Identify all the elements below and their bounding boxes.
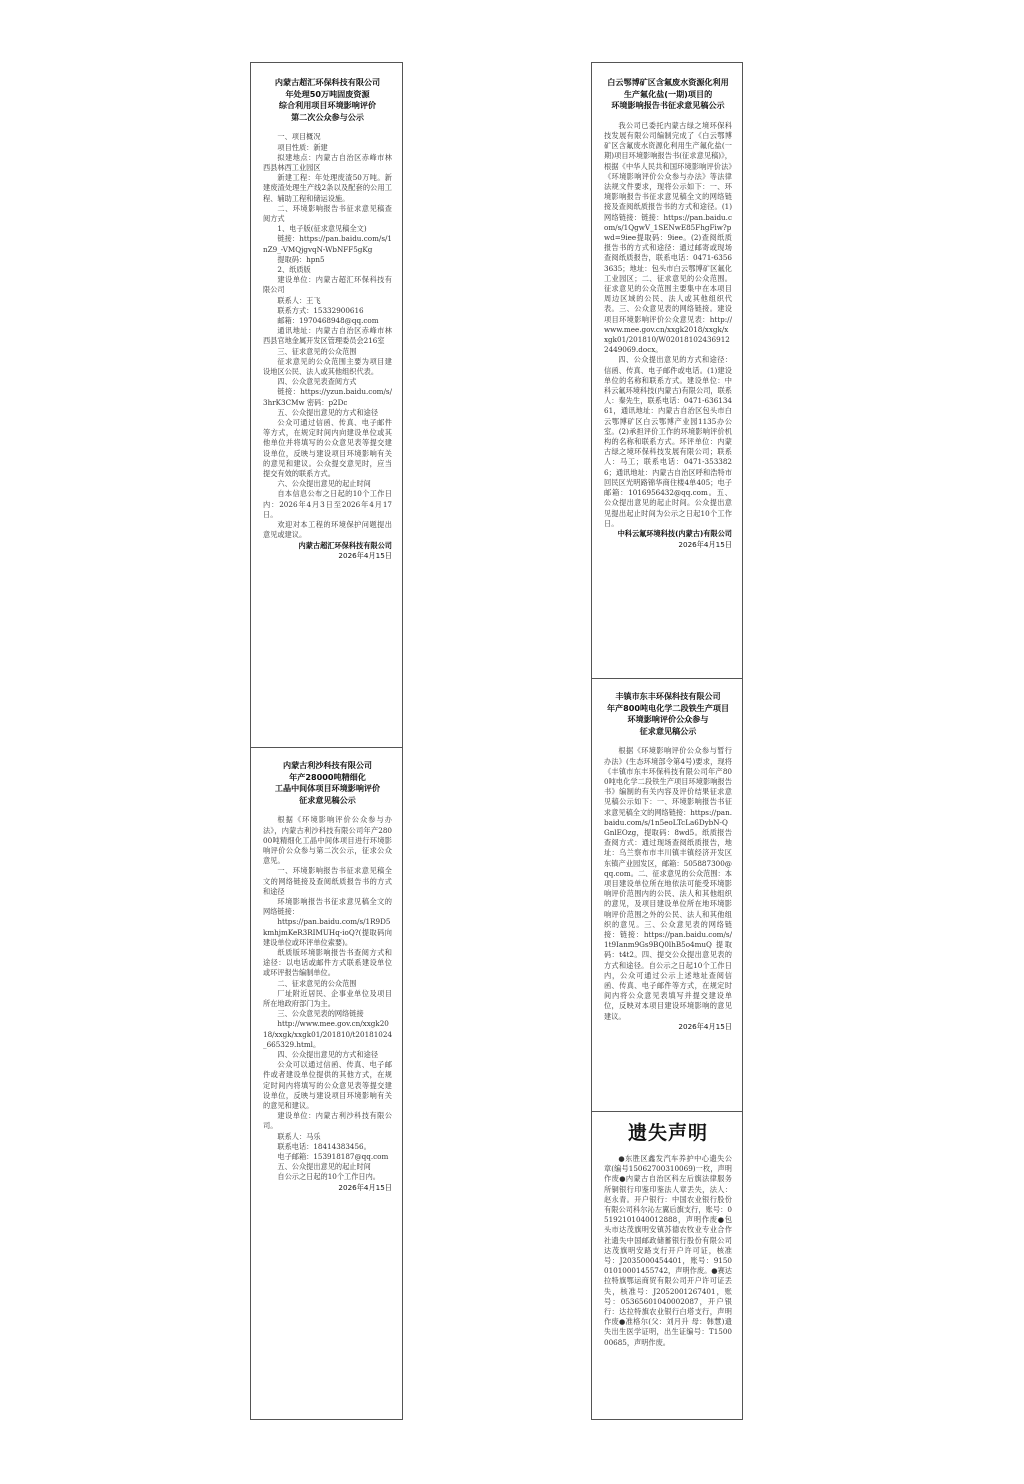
paragraph: 联系人：王飞 — [277, 295, 321, 305]
signature: 中科云氟环境科技(内蒙古)有限公司 — [617, 528, 732, 538]
paragraph: ●东胜区鑫发汽车养护中心遗失公章(编号15062700310069)一枚，声明作废●内蒙古自治区科左后旗法律服务所铜银行印鉴印鉴法人章丢失，法人：赵永青。开户银行：中国农业银行股份有限公司科尔沁左翼后旗支行，账号：05192101040012888，声明作废●包头市达茂旗明安镇苏德农牧业专业合作社遗失中国邮政储蓄银行股份有限公司达茂旗明安路支行开户许可证，核准号：J2035000454401，账号：915001010001455742，声明作废。●赛达拉特旗鄂运商贸有限公司开户许可证丢失，核准号：J2052001267401，账号：05365601040002087，开户银行：达拉特旗农业银行白塔支行，声明作废●准格尔(父：刘月升 母：韩慧)遗失出生医学证明，出生证编号：T150000685，声明作废。 — [604, 1154, 732, 1347]
title-line: 环境影响评价公众参与 — [627, 714, 709, 725]
paragraph: 提取码：hpn5 — [277, 254, 325, 264]
title-line: 征求意见稿公示 — [639, 725, 697, 736]
paragraph: 电子邮箱：153918187@qq.com — [277, 1152, 389, 1162]
notice-title — [604, 77, 732, 112]
paragraph: 自本信息公布之日起的10个工作日内：2026年4月3日至2026年4月17日。 — [263, 489, 392, 519]
paragraph: 征求意见的公众范围主要为项目建设地区公民、法人或其他组织代表。 — [263, 356, 392, 377]
paragraph: 公众可以通过信函、传真、电子邮件或者建设单位提供的其他方式，在规定时间内将填写的公众意见表等提交建设单位，反映与建设项目环境影响有关的意见和建议。 — [263, 1060, 392, 1111]
paragraph: 五、公众提出意见的起止时间 — [277, 1162, 371, 1172]
paragraph: 联系人：马乐 — [277, 1131, 321, 1141]
paragraph: 建设单位：内蒙古利沙科技有限公司。 — [263, 1111, 392, 1131]
right-column — [591, 62, 743, 1420]
paragraph: 通讯地址：内蒙古自治区赤峰市林西县官地金属开发区管理委员会216室 — [263, 326, 392, 346]
title-line: 年产800吨电化学二段铁生产项目 — [606, 702, 730, 713]
title-line: 年产28000吨精细化 — [289, 771, 366, 782]
paragraph: 2、纸质版 — [277, 265, 311, 275]
paragraph: 根据《环境影响评价公众参与办法》，内蒙古利沙科技有限公司年产28000吨精细化工晶中间体项目进行环境影响评价公众参与第二次公示，征求公众意见。 — [263, 815, 392, 866]
paragraph: 建设单位：内蒙古超汇环保科技有限公司 — [263, 275, 392, 295]
paragraph: 链接：https://pan.baidu.com/s/1nZ9_-VMQjgvqN-WbNFF5gKg — [263, 234, 392, 254]
paragraph: 环境影响报告书征求意见稿全文的网络链接： — [263, 897, 392, 917]
title-line: 内蒙古超汇环保科技有限公司 — [274, 77, 381, 87]
paragraph: 二、征求意见的公众范围 — [277, 978, 357, 988]
paragraph: 邮箱：1970468948@qq.com — [277, 316, 379, 326]
notice-baiyun — [592, 63, 742, 678]
title-line: 环境影响报告书征求意见稿公示 — [611, 100, 725, 111]
date: 2026年4月15日 — [678, 1021, 732, 1031]
date: 2026年4月15日 — [678, 539, 732, 549]
paragraph: 我公司已委托内蒙古绿之境环保科技发展有限公司编制完成了《白云鄂博矿区含氟废水资源化利用生产氟化盐(一期)项目环境影响报告书(征求意见稿)》，根据《中华人民共和国环境影响评价法》《环境影响评价公众参与办法》等法律法规文件要求，现将公示如下：一、环境影响报告书征求意见稿全文的网络链接及查阅纸质报告书的方式和途径。(1)网络链接：链接：https://pan.baidu.com/s/1QgwV_1SENwE85FhgFiw?pwd=9iee提取码：9iee。(2)查阅纸质报告书的方式和途径：通过邮寄或现场查阅纸质报告，联系电话：0471-63563635；地址：包头市白云鄂博矿区氟化工业园区；二、征求意见的公众范围。征求意见的公众范围主要集中在本项目周边区域的公民、法人或其他组织代表。三、公众意见表的网络链接。建设项目环境影响评价公众意见表：http://www.mee.gov.cn/xxgk2018/xxgk/xxgk01/201810/W020181024369122449069.docx。 — [604, 120, 732, 355]
paragraph: 链接：https://yzun.baidu.com/s/3hrK3CMw 密码：p2Dc — [263, 387, 392, 407]
notice-lost-statement — [592, 1111, 742, 1421]
paragraph: 四、公众意见表查阅方式 — [277, 377, 357, 387]
paragraph: http://www.mee.gov.cn/xxgk2018/xxgk/xxgk01/201810/t20181024_665329.html。 — [263, 1019, 393, 1049]
paragraph: 新建工程：年处理废渣50万吨。新建废渣处理生产线2条以及配套的公用工程、辅助工程和储运设施。 — [263, 173, 392, 203]
notice-chaohui — [251, 63, 402, 747]
notice-dongfeng — [592, 678, 742, 1111]
paragraph: 一、项目概况 — [277, 132, 321, 142]
title-line: 内蒙古利沙科技有限公司 — [282, 760, 373, 770]
title-line: 第二次公众参与公示 — [291, 111, 364, 122]
paragraph: 四、公众提出意见的方式和途径 — [277, 1050, 379, 1060]
paragraph: 纸质版环境影响报告书查阅方式和途径：以电话或邮件方式联系建设单位或环评报告编制单位。 — [263, 948, 392, 978]
paragraph: 二、环境影响报告书征求意见稿查阅方式 — [263, 203, 392, 223]
notice-lisha — [251, 747, 402, 1421]
paragraph: 五、公众提出意见的方式和途径 — [277, 407, 379, 417]
notice-title — [263, 77, 392, 123]
paragraph: 三、公众意见表的网络链接 — [277, 1009, 364, 1019]
notice-title — [604, 691, 732, 737]
paragraph: 公众可通过信函、传真、电子邮件等方式，在规定时间内向建设单位或其他单位并将填写的公众意见表等提交建设单位，反映与建设项目环境影响有关的意见和建议。公众提交意见时，应当提交有效的联系方式。 — [263, 418, 392, 479]
paragraph: 联系电话：18414383456。 — [277, 1141, 371, 1151]
title-line: 生产氟化盐(一期)项目的 — [623, 88, 713, 99]
signature: 内蒙古超汇环保科技有限公司 — [298, 540, 392, 550]
paragraph: 六、公众提出意见的起止时间 — [277, 479, 371, 489]
paragraph: https://pan.baidu.com/s/1R9D5kmhjmKeR3RIMUHq-ioQ?(提取码向建设单位或环评单位索要)。 — [263, 917, 392, 947]
date: 2026年4月15日 — [338, 1182, 392, 1192]
paragraph: 项目性质：新建 — [277, 142, 328, 152]
paragraph: 1、电子版(征求意见稿全文) — [277, 224, 367, 234]
paragraph: 一、环境影响报告书征求意见稿全文的网络链接及查阅纸质报告书的方式和途径 — [263, 866, 392, 896]
paragraph: 三、征求意见的公众范围 — [277, 346, 357, 356]
left-column — [250, 62, 403, 1420]
paragraph: 联系方式：15332900616 — [277, 305, 364, 315]
date: 2026年4月15日 — [338, 551, 392, 561]
title-line: 丰镇市东丰环保科技有限公司 — [615, 691, 721, 701]
title-line: 征求意见稿公示 — [299, 794, 356, 805]
paragraph: 四、公众提出意见的方式和途径：信函、传真、电子邮件或电话。(1)建设单位的名称和联系方式。建设单位：中科云氟环境科技(内蒙古)有限公司，联系人：秦先生，联系电话：0471-63613461，通讯地址：内蒙古自治区包头市白云鄂博矿区白云鄂博产业园1135办公室。(2)承担评价工作的环境影响评价机构的名称和联系方式。环评单位：内蒙古绿之境环保科技发展有限公司；联系人：马工；联系电话：0471-3533826；通讯地址：内蒙古自治区呼和浩特市回民区光明路锦华商住楼4单405；电子邮箱：1016956432@qq.com。五、公众提出意见的起止时间。公众提出意见提出起止时间为公示之日起10个工作日。 — [604, 355, 732, 528]
title-line: 白云鄂博矿区含氟废水资源化利用 — [607, 77, 729, 87]
paragraph: 欢迎对本工程的环境保护问题提出意见或建议。 — [263, 520, 392, 540]
title-line: 工晶中间体项目环境影响评价 — [274, 783, 381, 794]
title-line: 年处理50万吨固废资源 — [285, 88, 370, 99]
paragraph: 拟建地点：内蒙古自治区赤峰市林西县林西工业园区 — [263, 152, 392, 172]
paragraph: 自公示之日起的10个工作日内。 — [277, 1172, 380, 1182]
notice-title — [263, 760, 392, 806]
paragraph: 根据《环境影响评价公众参与暂行办法》(生态环境部令第4号)要求，现将《丰镇市东丰环保科技有限公司年产800吨电化学二段铁生产项目环境影响报告书》编制的有关内容及评价结果征求意见稿公示如下：一、环境影响报告书征求意见稿全文的网络链接：https://pan.baidu.com/s/1n5eoLTcLa6DybN-QGnlEOzg，提取码：8wd5。纸质报告查阅方式：通过现场查阅纸质报告，地址：乌兰察布市丰川镇丰镇经济开发区东镇产业园发区，邮箱：505887300@qq.com。二、征求意见的公众范围：本项目建设单位所在地依法可能受环境影响评价范围内的公民、法人和其他组织的意见，及项目建设单位所在地环境影响评价范围之外的公民、法人和其他组织的意见。三、公众意见表的网络链接：链接：https://pan.baidu.com/s/1t9Ianm9Gs9BQ0lhB5o4muQ 提取码：t4t2。四、提交公众提出意见表的方式和途径。自公示之日起10个工作日内，公众可通过公示上述地址查阅信函、传真、电子邮件等方式，在规定时间内将公众意见表填写并提交建设单位，反映对本项目建设环境影响的意见建议。 — [604, 746, 733, 1021]
paragraph: 厂址附近居民、企事业单位及项目所在地政府部门为主。 — [263, 988, 392, 1009]
lost-statement-title: 遗失声明 — [627, 1122, 708, 1144]
title-line: 综合利用项目环境影响评价 — [278, 100, 377, 111]
